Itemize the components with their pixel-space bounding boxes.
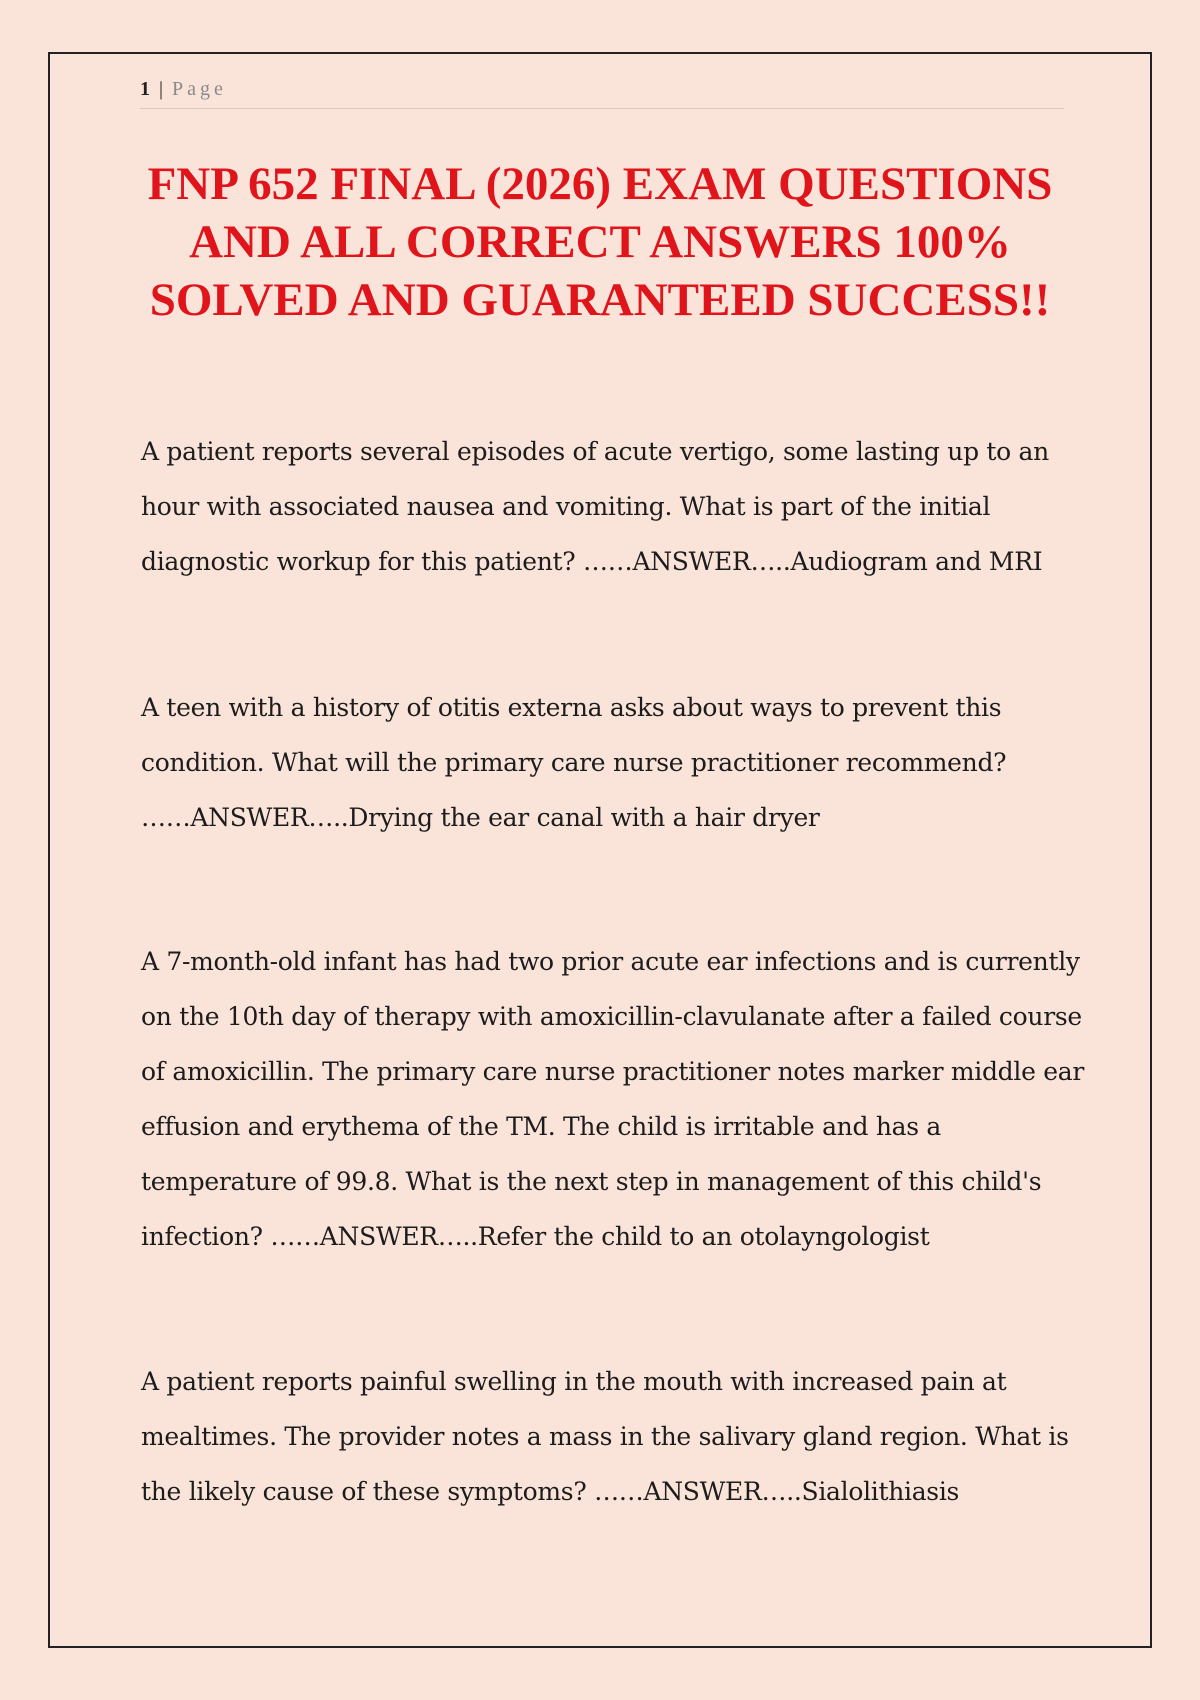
qa-line: on the 10th day of therapy with amoxicillin-clavulanate after a failed course bbox=[141, 1002, 1082, 1031]
page-number: 1 bbox=[140, 78, 151, 100]
qa-line: infection? ……ANSWER…..Refer the child to an otolayngologist bbox=[141, 1222, 930, 1251]
qa-line: effusion and erythema of the TM. The child is irritable and has a bbox=[141, 1112, 942, 1141]
question-answer-1 bbox=[141, 424, 1081, 589]
qa-line: of amoxicillin. The primary care nurse practitioner notes marker middle ear bbox=[141, 1057, 1084, 1086]
question-answer-3 bbox=[141, 934, 1084, 1264]
qa-line: condition. What will the primary care nurse practitioner recommend? bbox=[141, 748, 1007, 777]
qa-line: A 7-month-old infant has had two prior acute ear infections and is currently bbox=[141, 947, 1080, 976]
qa-line: A patient reports painful swelling in the mouth with increased pain at bbox=[141, 1367, 1007, 1396]
qa-line: temperature of 99.8. What is the next step in management of this child's bbox=[141, 1167, 1042, 1196]
qa-line: A teen with a history of otitis externa asks about ways to prevent this bbox=[141, 693, 1002, 722]
title-line: FNP 652 FINAL (2026) EXAM QUESTIONS bbox=[147, 158, 1053, 210]
question-answer-4 bbox=[141, 1354, 1081, 1519]
qa-line: the likely cause of these symptoms? ……ANSWER…..Sialolithiasis bbox=[141, 1477, 960, 1506]
qa-line: hour with associated nausea and vomiting. What is part of the initial bbox=[141, 492, 991, 521]
qa-line: mealtimes. The provider notes a mass in the salivary gland region. What is bbox=[141, 1422, 1069, 1451]
qa-line: A patient reports several episodes of acute vertigo, some lasting up to an bbox=[141, 437, 1049, 466]
qa-line: ……ANSWER…..Drying the ear canal with a hair dryer bbox=[141, 803, 820, 832]
title-line: SOLVED AND GUARANTEED SUCCESS!! bbox=[149, 274, 1051, 326]
page-separator: | bbox=[159, 78, 165, 100]
page-header bbox=[140, 78, 1064, 109]
title-line: AND ALL CORRECT ANSWERS 100% bbox=[189, 216, 1011, 268]
document-title bbox=[120, 155, 1080, 329]
page-label: Page bbox=[172, 78, 227, 100]
question-answer-2 bbox=[141, 680, 1081, 845]
qa-line: diagnostic workup for this patient? ……ANSWER…..Audiogram and MRI bbox=[141, 547, 1043, 576]
